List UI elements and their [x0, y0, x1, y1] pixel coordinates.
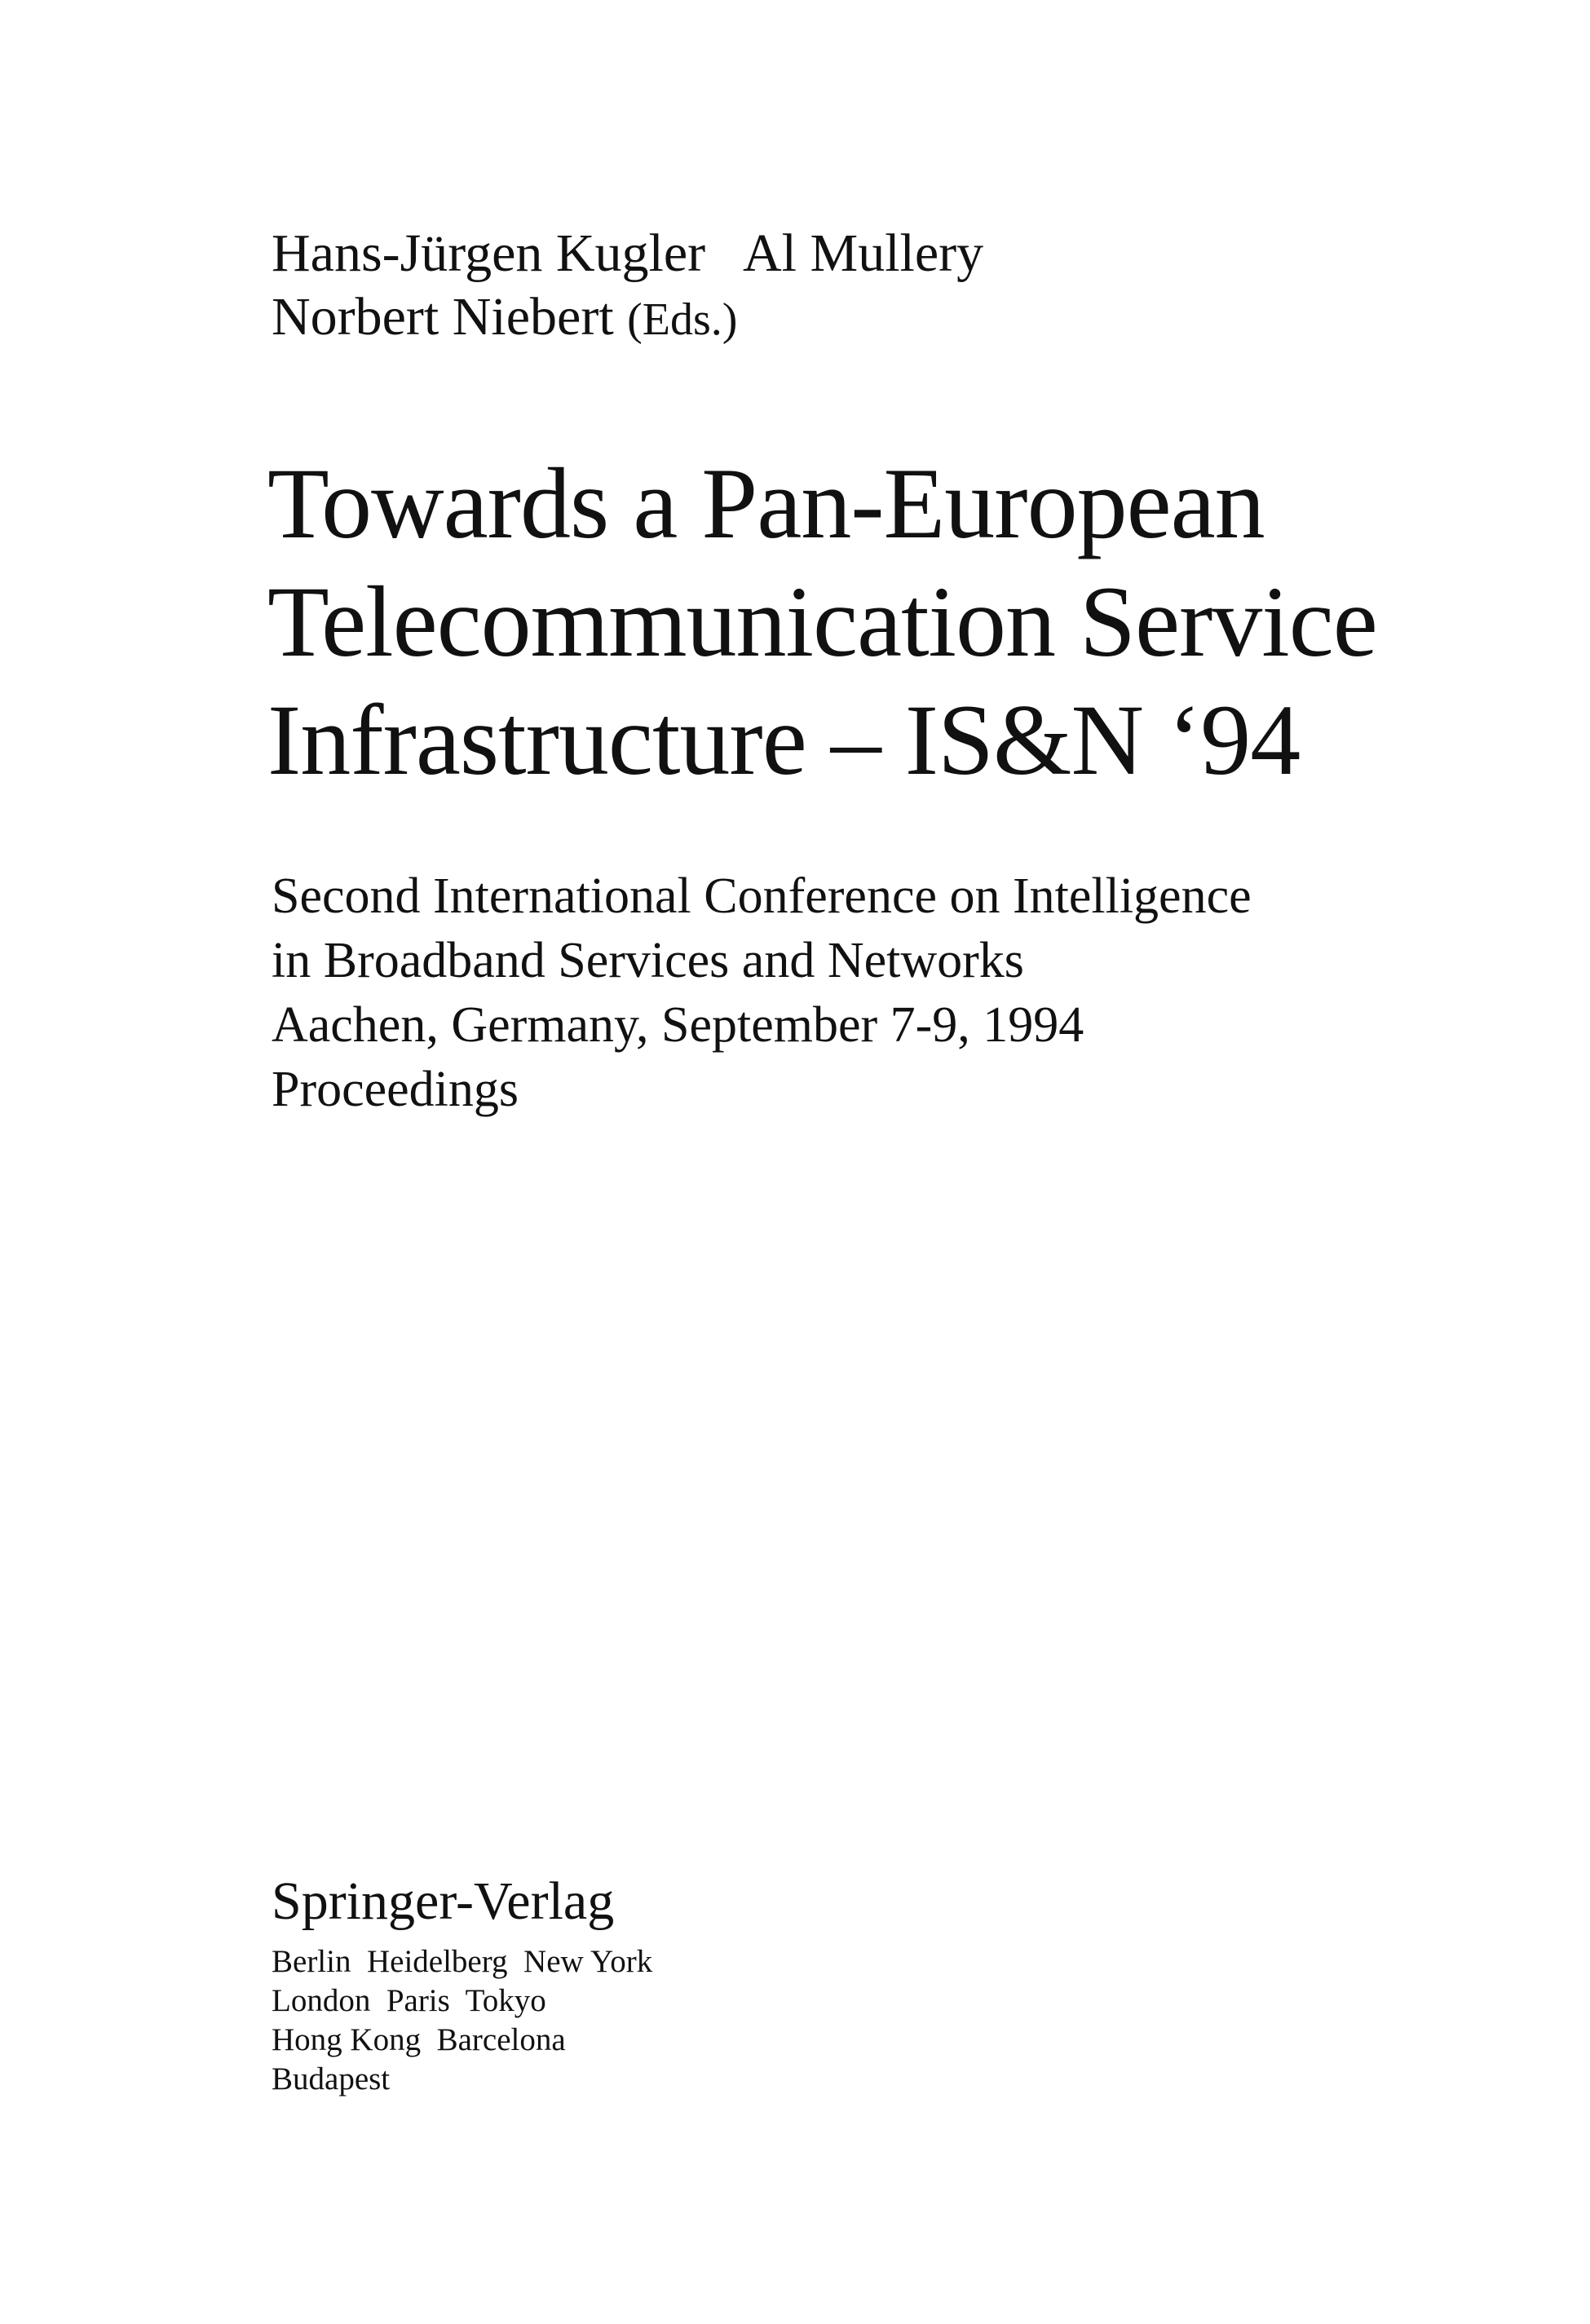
publisher-block	[272, 1867, 652, 2099]
book-title	[267, 444, 1377, 799]
publisher-name: Springer-Verlag	[272, 1871, 615, 1931]
subtitle-line-4: Proceedings	[272, 1062, 519, 1117]
editors-line-1: Hans-Jürgen Kugler Al Mullery	[272, 223, 984, 283]
cities-line-2: London Paris Tokyo	[272, 1983, 546, 2018]
eds-label: (Eds.)	[627, 294, 738, 345]
publisher-cities	[272, 1942, 652, 2099]
editors-line-2	[272, 285, 983, 351]
editor-name: Norbert Niebert	[272, 287, 614, 347]
editors-block	[272, 222, 983, 351]
subtitle-line-1: Second International Conference on Intelligence	[272, 868, 1252, 924]
cities-line-4: Budapest	[272, 2061, 391, 2096]
conference-subtitle	[272, 864, 1252, 1122]
title-line-1: Towards a Pan-European	[267, 448, 1265, 559]
title-line-3: Infrastructure – IS&N ‘94	[267, 684, 1301, 796]
title-line-2: Telecommunication Service	[267, 566, 1377, 678]
cities-line-3: Hong Kong Barcelona	[272, 2022, 566, 2057]
subtitle-line-3: Aachen, Germany, September 7-9, 1994	[272, 997, 1084, 1053]
subtitle-line-2: in Broadband Services and Networks	[272, 933, 1024, 988]
cities-line-1: Berlin Heidelberg New York	[272, 1944, 653, 1979]
